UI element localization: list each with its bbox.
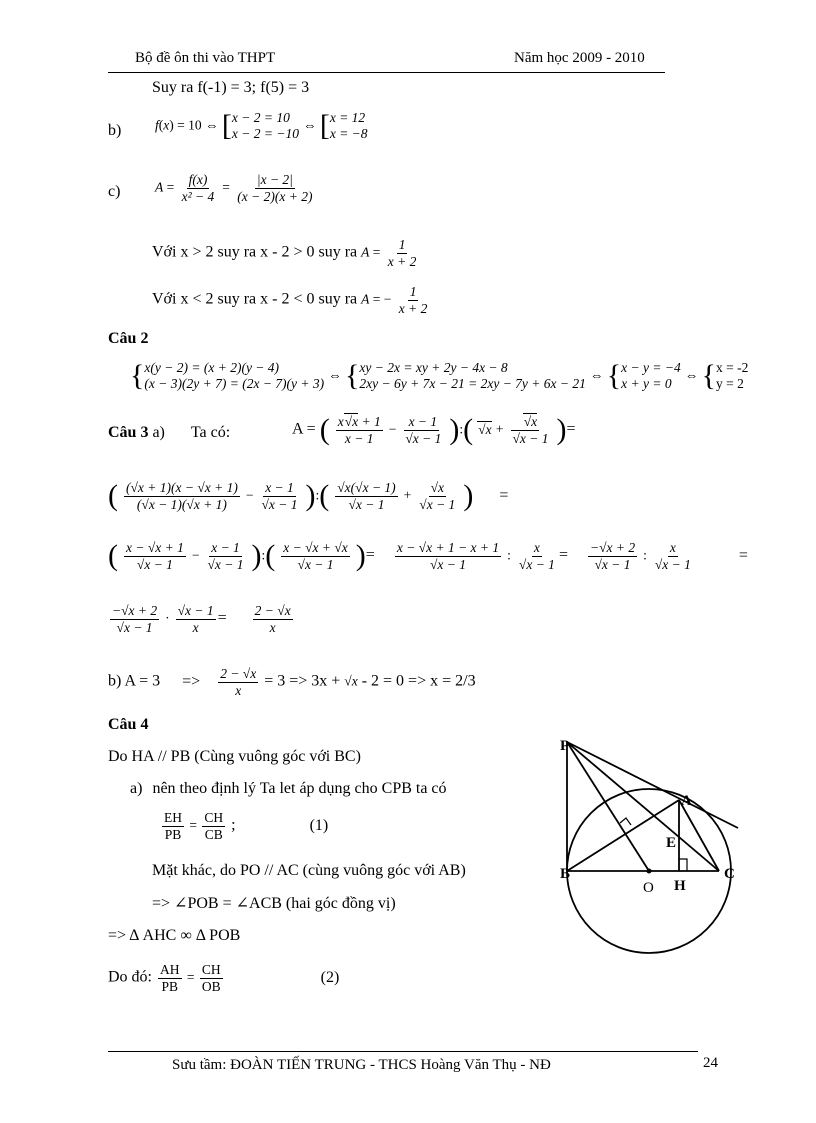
eq-cau2: { x(y − 2) = (x + 2)(y − 4) (x − 3)(2y + 7) = (2x − 7)(y + 3) ⇔ { xy − 2x = xy + 2y − 4x − 8 2xy − 6y + 7x − 21 = 2xy − 7y + 6x − 21 ⇔ { x − y = −4 x + y = 0 ⇔ { x = -2 y = 2 [130,359,749,392]
right-angle-h [679,859,687,871]
eq-cau3-c: ( $\frac{x - √x + 1}{√x - 1}$ − $\frac{x - 1}{√x - 1}$ ):( $\frac{x - √x + √x}{√x - 1}$ )= $\frac{x - √x + 1 - x + 1}{√x - 1}$ : $\frac{x}{√x - 1}$ = $\frac{-√x + 2}{√x - 1}$ : $\frac{x}{√x - 1}$ = [108,539,748,573]
eq-cau3-d: $\frac{-√x + 2}{√x - 1}$ · $\frac{√x - 1}{x}$ = $\frac{2 - √x}{x}$ [112,603,291,635]
header-right: Năm học 2009 - 2010 [514,50,645,66]
line-suyra: Suy ra f(-1) = 3; f(5) = 3 [152,79,310,96]
eq-b: f(x) = 10 ⇔ [ x − 2 = 10 x − 2 = −10 ⇔ [ x = 12 x = −8 [155,109,368,142]
header-left: Bộ đề ôn thi vào THPT [135,50,276,66]
line-doha: Do HA // PB (Cùng vuông góc với BC) [108,748,361,765]
segment-ba [567,800,679,871]
label-h: H [674,878,686,894]
label-a: A [681,793,692,809]
label-o: O [643,880,654,896]
point-o [647,869,652,874]
label-b: B [560,866,571,882]
label-c: C [724,866,735,882]
label-e: E [666,835,677,851]
eq-1: $\frac{EH}{PB}$ = $\frac{CH}{CB}$ ; (1) [164,810,329,842]
line-a-item: a) nên theo định lý Ta let áp dụng cho CPB ta có [130,780,447,797]
footer-rule [108,1051,698,1052]
line-ahc: => Δ AHC ∞ Δ POB [108,927,241,944]
footer-credit: Sưu tầm: ĐOÀN TIẾN TRUNG - THCS Hoàng Văn Thụ - NĐ [172,1057,551,1073]
geometry-figure [540,730,750,960]
eq-2: Do đó: $\frac{AH}{PB}$ = $\frac{CH}{OB}$ (2) [108,962,340,994]
right-angle-mark [620,818,631,825]
label-c: c) [108,183,121,200]
line-voi1: Với x > 2 suy ra x - 2 > 0 suy ra A = $\frac{1}{x + 2}$ [152,237,417,269]
line-pob: => ∠POB = ∠ACB (hai góc đồng vị) [152,895,396,912]
label-b: b) [108,122,122,139]
heading-cau2: Câu 2 [108,330,149,347]
eq-cau3-b-part: b) A = 3 => $\frac{2 - √x}{x}$ = 3 => 3x + √x - 2 = 0 => x = 2/3 [108,666,476,698]
segment-ac [679,800,719,871]
eq-c: A = $\frac{f(x)}{\text{x² − 4}}$ = $\frac{|x - 2|}{(x - 2)(x + 2)}$ [155,172,313,204]
segment-po [567,742,649,871]
label-p: P [560,738,570,754]
line-cau3: Câu 3 a) Ta có: [108,424,231,441]
header-rule [108,72,665,73]
page-number: 24 [703,1055,718,1071]
heading-cau4: Câu 4 [108,716,149,733]
line-matkhac: Mặt khác, do PO // AC (cùng vuông góc với AB) [152,862,466,879]
eq-cau3-a: A = ( $\frac{x√x + 1}{x - 1}$ − $\frac{x - 1}{√x - 1}$ ):( √x + $\frac{√x}{√x - 1}$ )= [292,413,576,447]
line-voi2: Với x < 2 suy ra x - 2 < 0 suy ra A = − $\frac{1}{x + 2}$ [152,284,428,316]
eq-cau3-b: ( $\frac{(√x + 1)(x - √x + 1)}{(√x - 1)(√x + 1)}$ − $\frac{x - 1}{√x - 1}$ ):( $\frac{√x(√x - 1)}{√x - 1}$ + $\frac{√x}{√x - 1}$ ) = [108,479,509,513]
